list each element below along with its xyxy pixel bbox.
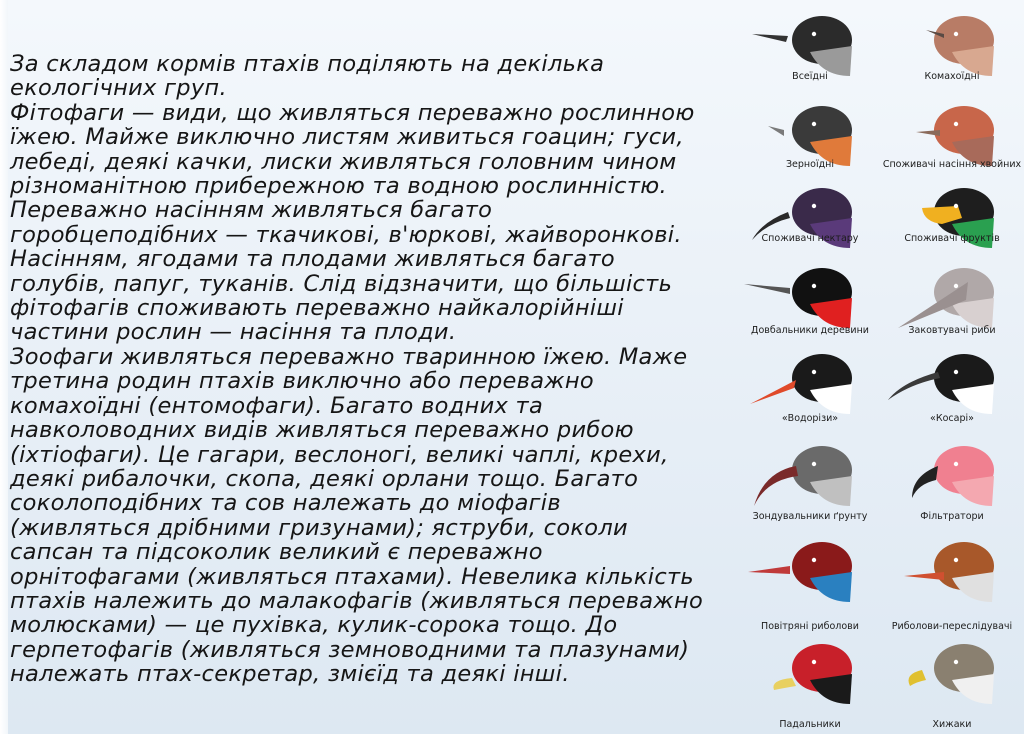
bird-cell (740, 436, 880, 528)
bird-caption: «Косарі» (930, 413, 974, 424)
bird-beak-shape (773, 678, 796, 690)
bird-eye-shape (954, 32, 958, 36)
vulture-bird-head-icon (740, 634, 880, 706)
bird-beak-shape (912, 466, 938, 498)
bird-beak-shape (748, 566, 790, 574)
bird-caption: Повітряні риболови (761, 621, 859, 632)
omnivore-bird-head-icon (740, 6, 880, 78)
granivore-bird-head-icon (740, 96, 880, 168)
bird-cell (882, 96, 1022, 188)
bird-cell (740, 96, 880, 188)
bird-beak-shape (744, 284, 790, 294)
bird-eye-shape (954, 284, 958, 288)
bird-cell (882, 634, 1022, 730)
flamingo-filter-feeder-head-icon (882, 436, 1022, 508)
slide-left-accent (0, 0, 8, 734)
bird-eye-shape (954, 122, 958, 126)
bird-caption: Зондувальники ґрунту (752, 511, 868, 522)
woodpecker-bird-head-icon (740, 258, 880, 330)
bird-eye-shape (812, 284, 816, 288)
slide-body-text: За складом кормів птахів поділяють на декілька екологічних груп. Фітофаги — види, що живляться переважно рослинною їжею. Майже виключно листям живиться гоацин; гуси, лебеді, деякі качки, лиски живляться головним чином різноманітною прибережною та водною рослинністю. Переважно насінням живляться багато горобцеподібних — ткачикові, в'юркові, жайворонкові. Насінням, ягодами та плодами живляться багато голубів, папуг, туканів. Слід відзначити, що більшість фітофагів споживають переважно найкалорійніші частини рослин — насіння та плоди. Зоофаги живляться переважно тваринною їжею. Маже третина родин птахів виключно або переважно комахоїдні (ентомофаги). Багато водних та навколоводних видів живляться переважно рибою (іхтіофаги). Це гагари, веслоногі, великі чаплі, крехи, деякі рибалочки, скопа, деякі орлани тощо. Багато соколоподібних та сов належать до міофагів (живляться дрібними гризунами); яструби, соколи сапсан та підсоколик великий є переважно орнітофагами (живляться птахами). Невелика кількість птахів належить до малакофагів (живляться переважно молюсками) — це пухівка, кулик-сорока тощо. До герпетофагів (живляться земноводними та плазунами) належать птах-секретар, змієїд та деякі інші. (10, 51, 704, 688)
bird-caption: «Водорізи» (781, 413, 839, 424)
bird-eye-shape (954, 660, 958, 664)
merganser-bird-head-icon (882, 532, 1022, 604)
bird-eye-shape (812, 32, 816, 36)
bird-cell (740, 178, 880, 270)
bird-eye-shape (812, 204, 816, 208)
bird-cell (882, 436, 1022, 528)
bird-cell (740, 6, 880, 98)
bird-caption: Споживачі нектару (761, 233, 859, 244)
kingfisher-bird-head-icon (740, 532, 880, 604)
bird-caption: Падальники (779, 719, 841, 730)
bird-caption: Споживачі фруктів (904, 233, 1000, 244)
bird-cell (740, 532, 880, 632)
bird-eye-shape (954, 462, 958, 466)
bird-eye-shape (812, 462, 816, 466)
bird-caption: Фільтратори (920, 511, 984, 522)
fish-swallower-bird-head-icon (882, 258, 1022, 330)
bird-beak-shape (909, 670, 927, 686)
bird-beak-shape (752, 34, 788, 42)
bird-beak-shape (768, 126, 784, 136)
bird-caption: Риболови-переслідувачі (891, 621, 1013, 632)
bird-caption: Комахоїдні (924, 71, 980, 82)
bird-eye-shape (812, 370, 816, 374)
bird-beak-shape (754, 466, 798, 506)
bird-caption: Заковтувачі риби (908, 325, 996, 336)
bird-beak-types-figure (736, 0, 1024, 734)
bird-eye-shape (954, 204, 958, 208)
conifer-seed-eater-bird-head-icon (882, 96, 1022, 168)
bird-cell (740, 344, 880, 436)
skimmer-bird-head-icon (740, 344, 880, 416)
bird-eye-shape (812, 122, 816, 126)
bird-eye-shape (812, 660, 816, 664)
raptor-bird-head-icon (882, 634, 1022, 706)
bird-cell (740, 634, 880, 730)
avocet-bird-head-icon (882, 344, 1022, 416)
bird-caption: Всеїдні (792, 71, 828, 82)
insectivore-bird-head-icon (882, 6, 1022, 78)
bird-cell (882, 6, 1022, 98)
bird-cell (882, 178, 1022, 270)
bird-eye-shape (954, 558, 958, 562)
bird-beak-shape (916, 130, 940, 136)
bird-eye-shape (954, 370, 958, 374)
bird-beak-shape (750, 380, 796, 404)
bird-beak-shape (888, 372, 940, 400)
bird-caption: Споживачі насіння хвойних (882, 159, 1022, 170)
ground-prober-bird-head-icon (740, 436, 880, 508)
bird-caption: Хижаки (932, 719, 972, 730)
bird-cell (882, 344, 1022, 436)
bird-caption: Зерноїдні (785, 159, 835, 170)
bird-eye-shape (812, 558, 816, 562)
bird-cell (740, 258, 880, 350)
bird-caption: Довбальники деревини (751, 325, 869, 336)
bird-beak-shape (904, 572, 944, 580)
bird-cell (882, 258, 1022, 350)
bird-cell (882, 532, 1022, 632)
